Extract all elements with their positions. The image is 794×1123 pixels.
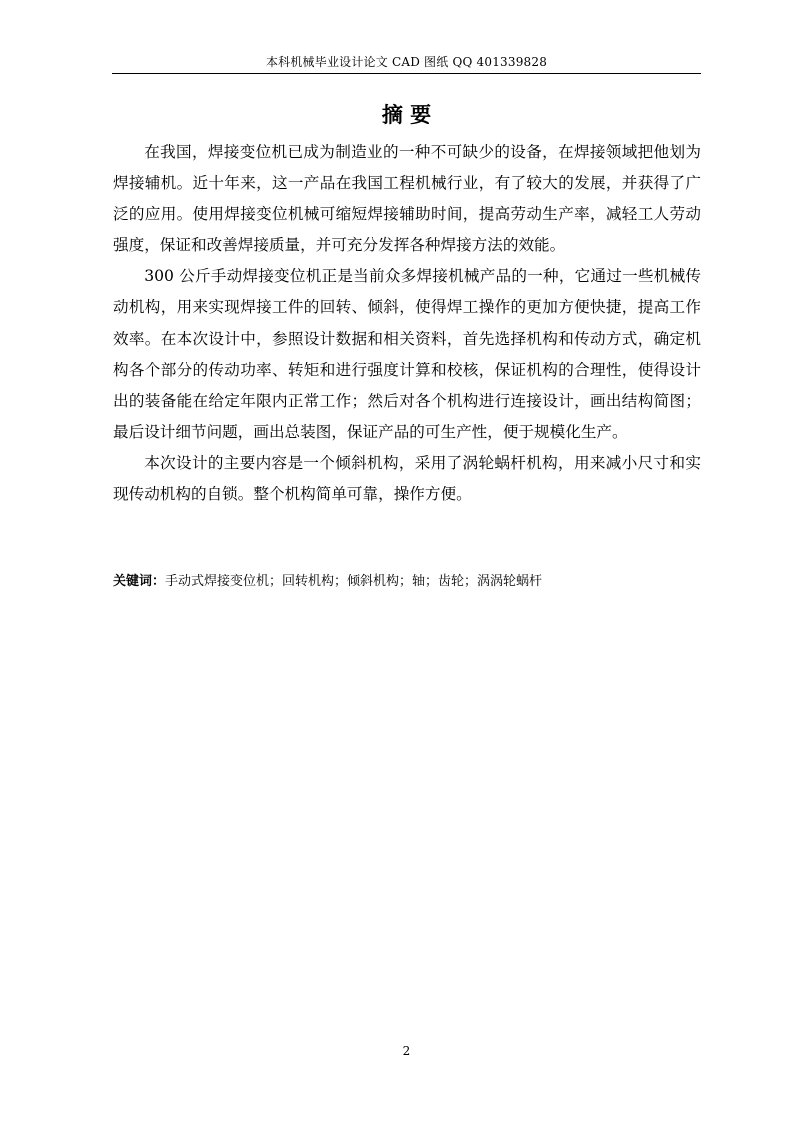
abstract-paragraph-3: 本次设计的主要内容是一个倾斜机构，采用了涡轮蜗杆机构，用来减小尺寸和实现传动机构的自锁。整个机构简单可靠，操作方便。 bbox=[113, 453, 701, 504]
abstract-paragraph-1: 在我国，焊接变位机已成为制造业的一种不可缺少的设备，在焊接领域把他划为焊接辅机。近十年来，这一产品在我国工程机械行业，有了较大的发展，并获得了广泛的应用。使用焊接变位机械可缩短焊接辅助时间，提高劳动生产率，减轻工人劳动强度，保证和改善焊接质量，并可充分发挥各种焊接方法的效能。 bbox=[113, 143, 701, 255]
abstract-body bbox=[113, 137, 701, 510]
page-header: 本科机械毕业设计论文 CAD 图纸 QQ 401339828 bbox=[265, 55, 548, 69]
keywords-value: 手动式焊接变位机；回转机构；倾斜机构；轴；齿轮；涡涡轮蜗杆 bbox=[165, 574, 543, 589]
keywords-label: 关键词： bbox=[113, 574, 166, 589]
page-number: 2 bbox=[402, 1044, 411, 1058]
abstract-paragraph-2: 300 公斤手动焊接变位机正是当前众多焊接机械产品的一种，它通过一些机械传动机构，用来实现焊接工件的回转、倾斜，使得焊工操作的更加方便快捷，提高工作效率。在本次设计中，参照设计数据和相关资料，首先选择机构和传动方式，确定机构各个部分的传动功率、转矩和进行强度计算和校核，保证机构的合理性，使得设计出的装备能在给定年限内正常工作；然后对各个机构进行连接设计，画出结构简图；最后设计细节问题，画出总装图，保证产品的可生产性，便于规模化生产。 bbox=[113, 267, 701, 441]
header-divider bbox=[112, 73, 701, 74]
abstract-title: 摘 要 bbox=[381, 103, 432, 127]
keywords-line bbox=[113, 572, 701, 592]
